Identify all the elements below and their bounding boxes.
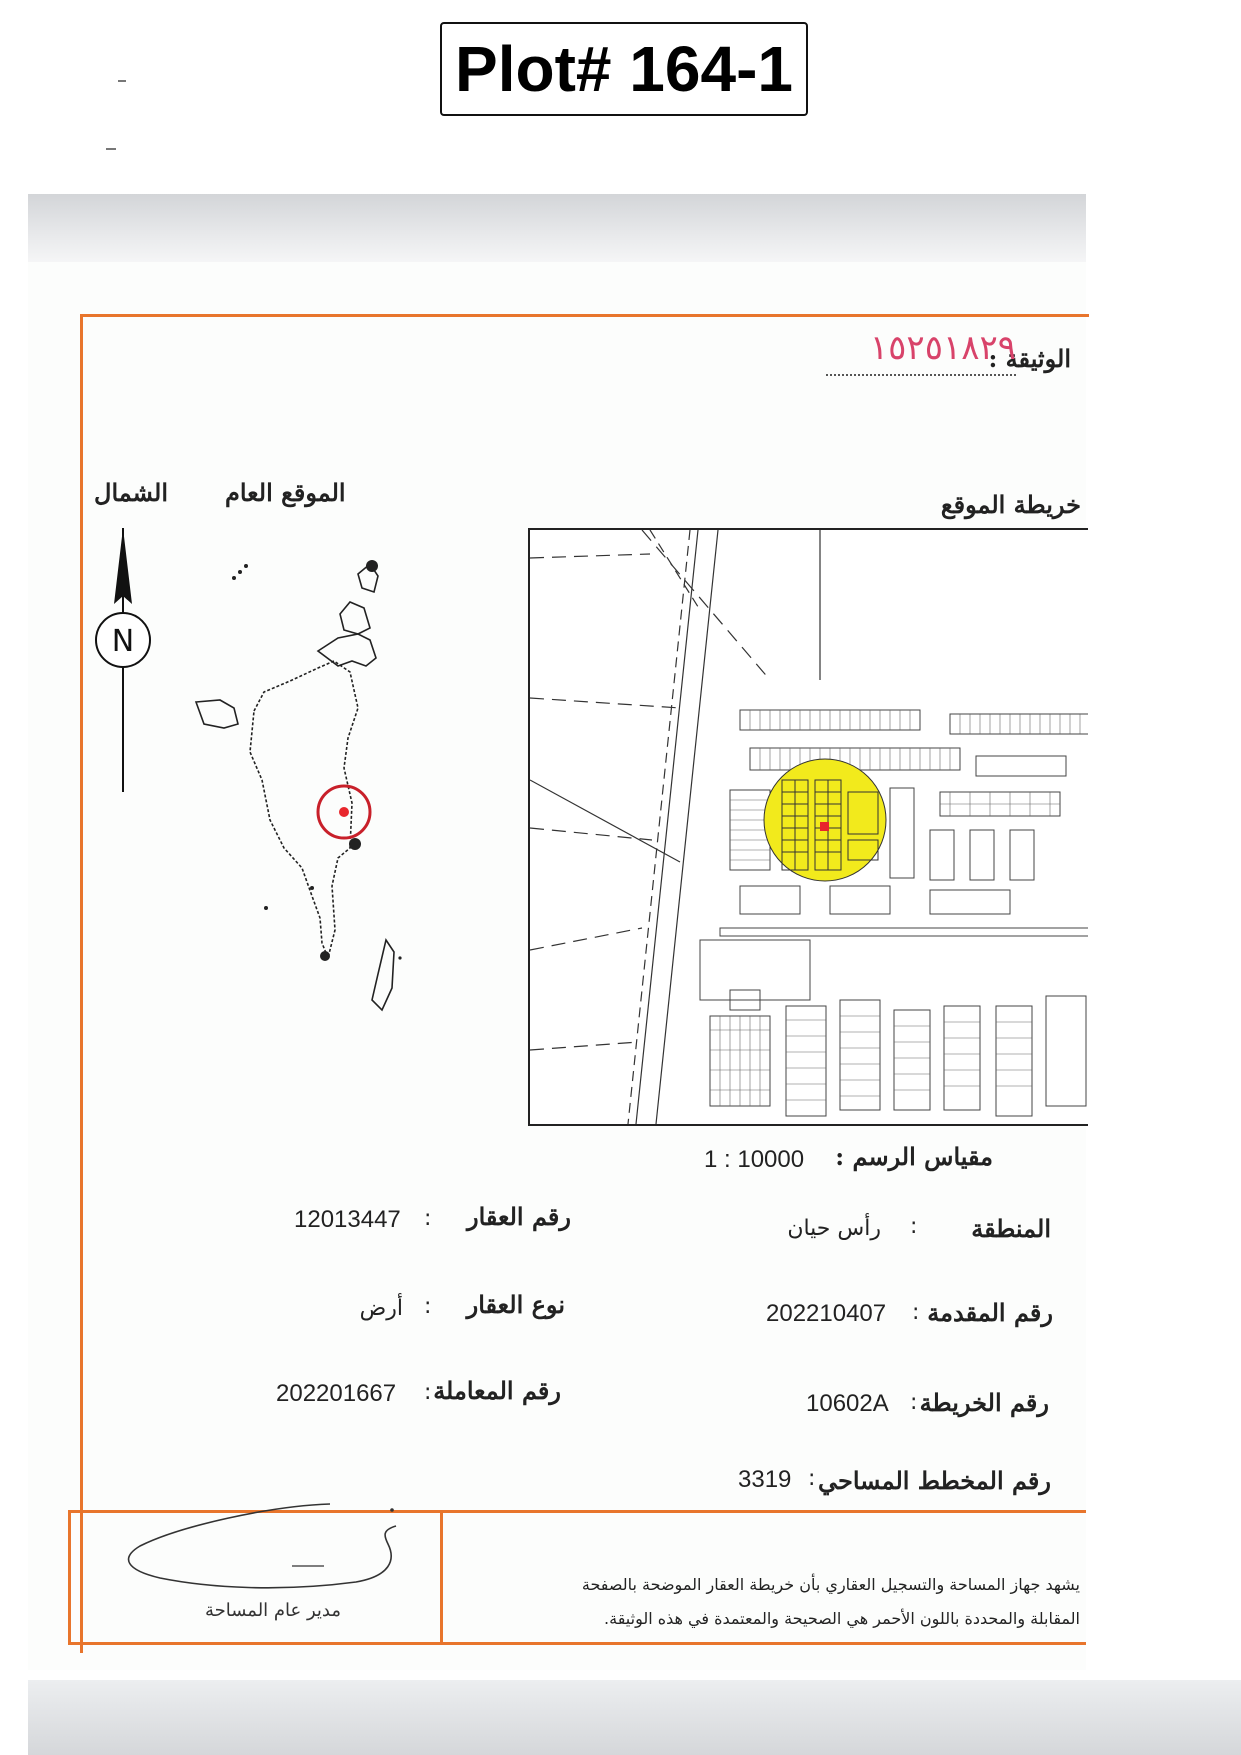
signature-icon — [120, 1500, 420, 1610]
north-letter: N — [111, 624, 135, 659]
general-location-title: الموقع العام — [225, 478, 346, 507]
plot-marker — [820, 822, 829, 831]
document-label: الوثيقة : — [988, 344, 1071, 373]
bahrain-overview-map — [180, 548, 480, 1088]
area-value: رأس حيان — [787, 1216, 881, 1241]
survey-plan-number-label: رقم المخطط المساحي — [818, 1466, 1051, 1495]
property-type-label: نوع العقار — [466, 1290, 565, 1319]
scan-shadow-top — [28, 194, 1086, 266]
survey-plan-number-value: 3319 — [738, 1466, 792, 1493]
north-label: الشمال — [94, 478, 169, 507]
site-map-title: خريطة الموقع — [940, 490, 1081, 519]
location-dot — [339, 807, 349, 817]
colon: : — [910, 1390, 918, 1415]
colon: : — [424, 1294, 432, 1319]
property-number-value: 12013447 — [294, 1206, 401, 1233]
transaction-number-value: 202201667 — [276, 1380, 397, 1407]
scale-value: 1 : 10000 — [704, 1146, 805, 1173]
signature-title: مدير عام المساحة — [204, 1600, 342, 1621]
frame-cell-divider — [440, 1510, 443, 1645]
plot-title: Plot# 164-1 — [440, 22, 808, 116]
certification-line-2: المقابلة والمحددة باللون الأحمر هي الصحيحة والمعتمدة في هذه الوثيقة. — [604, 1609, 1080, 1628]
application-number-value: 202210407 — [766, 1300, 887, 1327]
colon: : — [910, 1214, 918, 1239]
scan-mark — [106, 148, 116, 150]
frame-left-bottom — [68, 1510, 71, 1645]
certification-text — [448, 1568, 1080, 1636]
property-type-value: أرض — [359, 1296, 403, 1321]
document-number: ١٥٢٥١٨٢٩ — [869, 328, 1016, 368]
colon: : — [424, 1380, 432, 1405]
colon: : — [912, 1300, 920, 1325]
frame-bottom — [68, 1642, 1086, 1645]
map-number-value: 10602A — [806, 1390, 889, 1417]
certification-line-1: يشهد جهاز المساحة والتسجيل العقاري بأن خريطة العقار الموضحة بالصفحة — [581, 1575, 1080, 1594]
application-number-label: رقم المقدمة — [927, 1298, 1053, 1327]
scale-label: مقياس الرسم : — [835, 1142, 993, 1171]
map-number-label: رقم الخريطة — [919, 1388, 1049, 1417]
transaction-number-label: رقم المعاملة — [433, 1376, 561, 1405]
colon: : — [424, 1206, 432, 1231]
area-label: المنطقة — [971, 1214, 1051, 1243]
scan-shadow-bottom — [28, 1680, 1241, 1755]
colon: : — [808, 1466, 816, 1491]
property-number-label: رقم العقار — [467, 1202, 571, 1231]
north-arrow-icon — [88, 520, 158, 800]
document-number-line — [826, 374, 1016, 376]
scan-mark — [118, 80, 126, 82]
site-map — [528, 528, 1088, 1126]
